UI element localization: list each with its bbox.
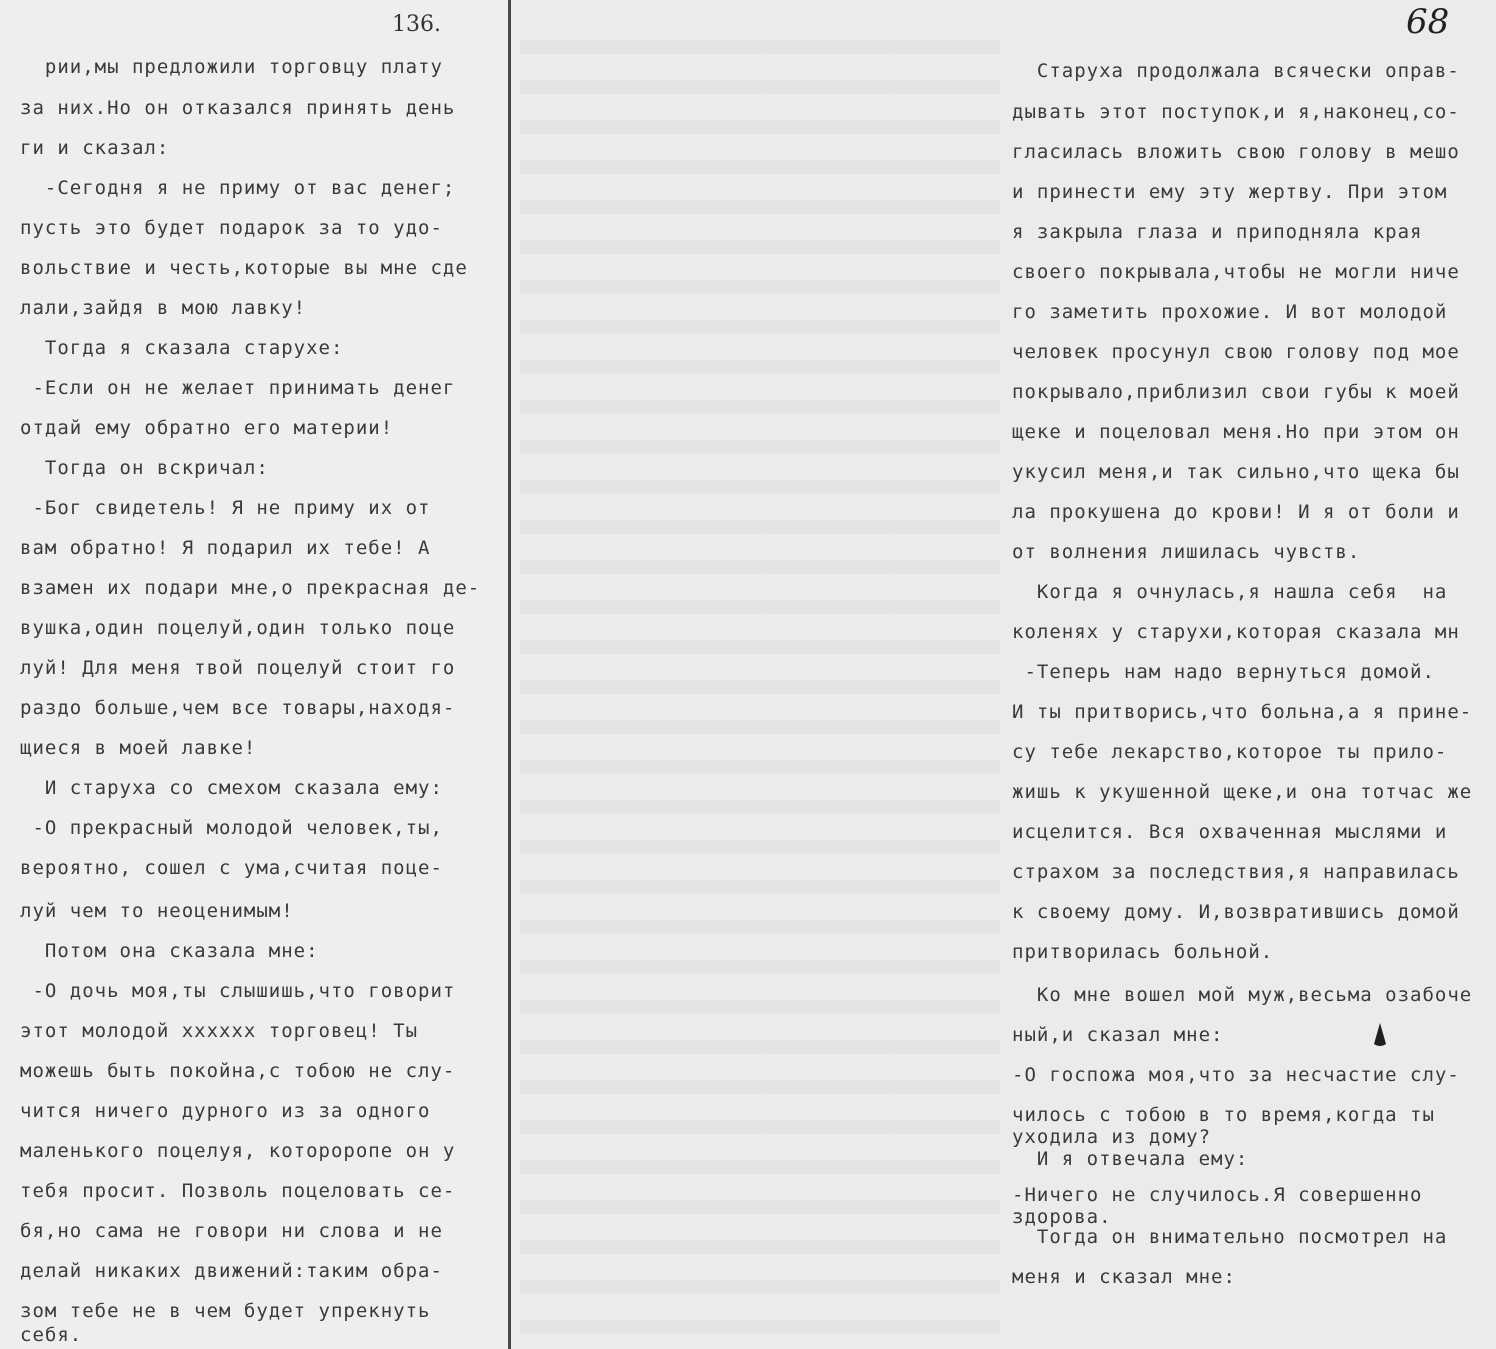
text-line: го заметить прохожие. И вот молодой: [1012, 301, 1448, 323]
text-line: уходила из дому?: [1012, 1126, 1212, 1148]
text-line: отдай ему обратно его материи!: [20, 417, 394, 439]
text-line: су тебе лекарство,которое ты прило-: [1012, 741, 1448, 763]
text-line: притворилась больной.: [1012, 941, 1274, 963]
text-line: лали,зайдя в мою лавку!: [20, 297, 307, 319]
text-line: коленях у старухи,которая сказала мн: [1012, 621, 1460, 643]
text-line: раздо больше,чем все товары,находя-: [20, 697, 456, 719]
text-line: этот молодой хххххх торговец! Ты: [20, 1020, 419, 1042]
text-line: покрывало,приблизил свои губы к моей: [1012, 381, 1460, 403]
text-line: тебя просит. Позволь поцеловать се-: [20, 1180, 456, 1202]
text-line: вам обратно! Я подарил их тебе! А: [20, 537, 431, 559]
text-line: -Ничего не случилось.Я совершенно: [1012, 1184, 1423, 1206]
text-line: можешь быть покойна,с тобою не слу-: [20, 1060, 456, 1082]
text-line: жишь к укушенной щеке,и она тотчас же: [1012, 781, 1473, 803]
text-line: -О прекрасный молодой человек,ты,: [20, 817, 443, 839]
text-line: я закрыла глаза и приподняла края: [1012, 221, 1423, 243]
text-line: -Бог свидетель! Я не приму их от: [20, 497, 431, 519]
text-line: ла прокушена до крови! И я от боли и: [1012, 501, 1460, 523]
text-line: -О дочь моя,ты слышишь,что говорит: [20, 980, 456, 1002]
text-line: меня и сказал мне:: [1012, 1266, 1236, 1288]
page-number: 136.: [392, 12, 441, 37]
text-line: ги и сказал:: [20, 137, 170, 159]
text-line: вушка,один поцелуй,один только поце: [20, 617, 456, 639]
text-line: вероятно, сошел с ума,считая поце-: [20, 857, 443, 879]
text-line: своего покрывала,чтобы не могли ниче: [1012, 261, 1460, 283]
text-line: за них.Но он отказался принять день: [20, 97, 456, 119]
text-line: -Сегодня я не приму от вас денег;: [20, 177, 456, 199]
text-line: маленького поцелуя, котороропе он у: [20, 1140, 456, 1162]
text-line: себя.: [20, 1324, 83, 1346]
text-line: дывать этот поступок,и я,наконец,со-: [1012, 101, 1460, 123]
text-line: делай никаких движений:таким обра-: [20, 1260, 443, 1282]
text-line: -О госпожа моя,что за несчастие слу-: [1012, 1064, 1460, 1086]
text-line: Тогда он внимательно посмотрел на: [1012, 1226, 1448, 1248]
text-line: и принести ему эту жертву. При этом: [1012, 181, 1448, 203]
text-line: чилось с тобою в то время,когда ты: [1012, 1104, 1435, 1126]
show-through-text: [520, 40, 1000, 1340]
text-line: -Если он не желает принимать денег: [20, 377, 456, 399]
text-line: взамен их подари мне,о прекрасная де-: [20, 577, 481, 599]
text-line: рии,мы предложили торговцу плату: [20, 56, 443, 78]
folio-number: 68: [1406, 2, 1450, 42]
text-line: зом тебе не в чем будет упрекнуть: [20, 1300, 431, 1322]
text-line: вольствие и честь,которые вы мне сде: [20, 257, 468, 279]
text-line: человек просунул свою голову под мое: [1012, 341, 1460, 363]
text-line: ный,и сказал мне:: [1012, 1024, 1224, 1046]
ink-arrow-mark: [1372, 1022, 1388, 1048]
text-line: Тогда я сказала старухе:: [20, 337, 344, 359]
text-line: Потом она сказала мне:: [20, 940, 319, 962]
text-line: исцелится. Вся охваченная мыслями и: [1012, 821, 1448, 843]
text-line: укусил меня,и так сильно,что щека бы: [1012, 461, 1460, 483]
text-line: от волнения лишилась чувств.: [1012, 541, 1361, 563]
text-line: луй чем то неоценимым!: [20, 900, 294, 922]
text-line: -Теперь нам надо вернуться домой.: [1012, 661, 1435, 683]
text-line: щеке и поцеловал меня.Но при этом он: [1012, 421, 1460, 443]
text-line: Старуха продолжала всячески оправ-: [1012, 60, 1460, 82]
text-line: гласилась вложить свою голову в мешо: [1012, 141, 1460, 163]
text-line: бя,но сама не говори ни слова и не: [20, 1220, 443, 1242]
text-line: щиеся в моей лавке!: [20, 737, 257, 759]
text-line: И старуха со смехом сказала ему:: [20, 777, 443, 799]
text-line: Тогда он вскричал:: [20, 457, 269, 479]
text-line: страхом за последствия,я направилась: [1012, 861, 1460, 883]
text-line: чится ничего дурного из за одного: [20, 1100, 431, 1122]
text-line: к своему дому. И,возвратившись домой: [1012, 901, 1460, 923]
text-line: Когда я очнулась,я нашла себя на: [1012, 581, 1448, 603]
text-line: И я отвечала ему:: [1012, 1148, 1249, 1170]
text-line: луй! Для меня твой поцелуй стоит го: [20, 657, 456, 679]
text-line: пусть это будет подарок за то удо-: [20, 217, 443, 239]
text-line: здорова.: [1012, 1206, 1112, 1228]
text-line: Ко мне вошел мой муж,весьма озабоче: [1012, 984, 1473, 1006]
text-line: И ты притворись,что больна,а я прине-: [1012, 701, 1473, 723]
